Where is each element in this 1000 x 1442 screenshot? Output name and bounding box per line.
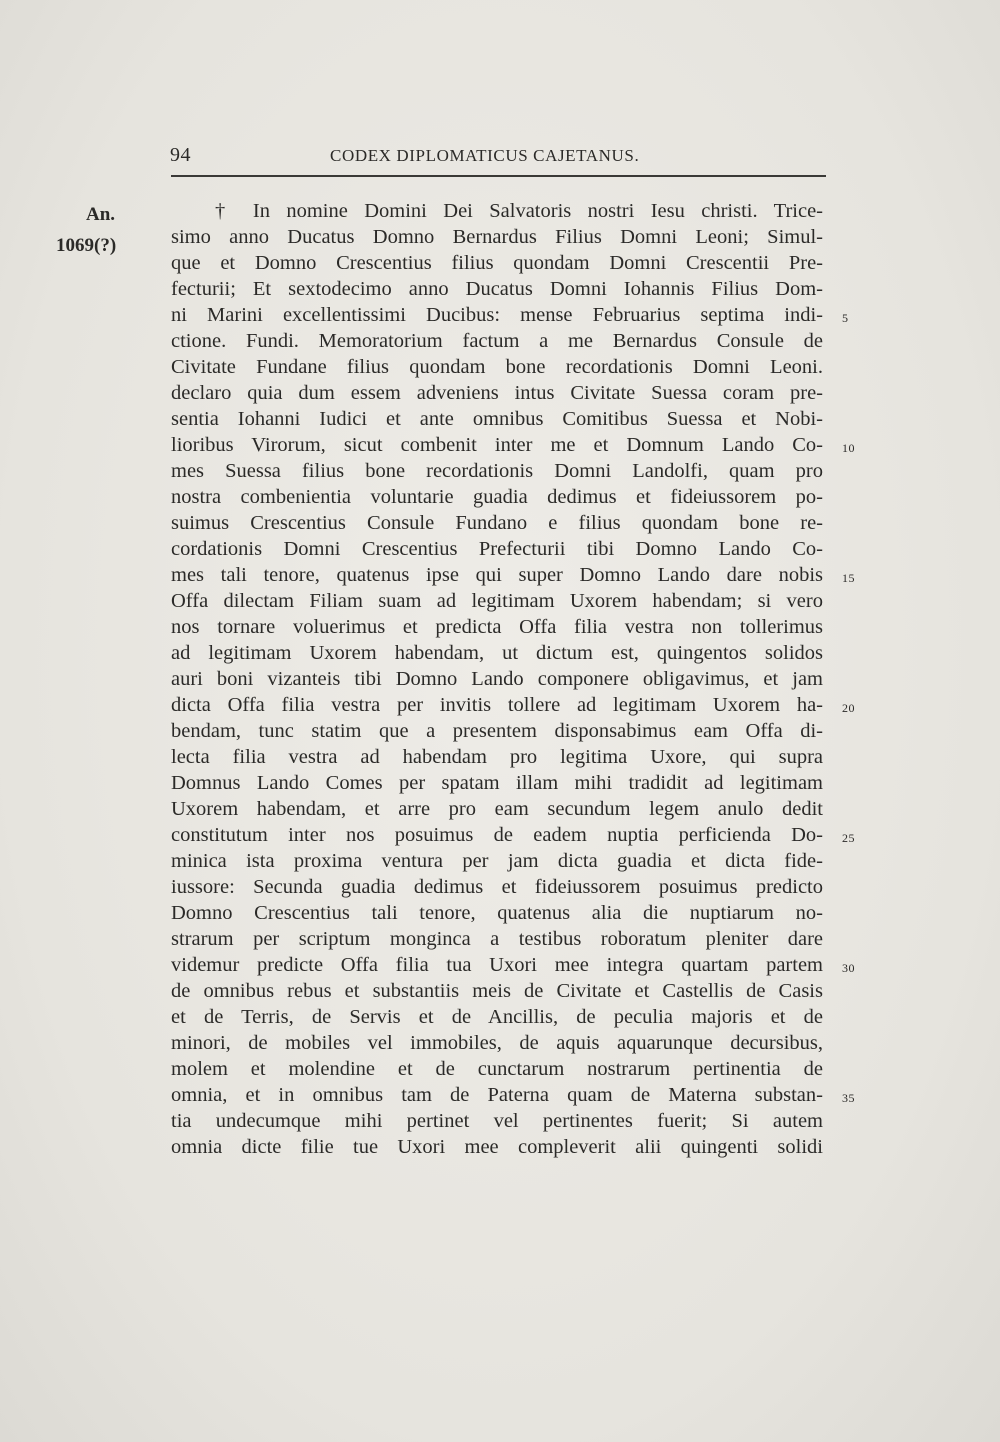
text-line: simo anno Ducatus Domno Bernardus Filius Domni Leoni; Simul- xyxy=(171,226,823,248)
text-line: suimus Crescentius Consule Fundano e filius quondam bone re- xyxy=(171,512,823,534)
line-number: 35 xyxy=(842,1091,855,1105)
text-line: Domnus Lando Comes per spatam illam mihi tradidit ad legitimam xyxy=(171,772,823,794)
margin-year: 1069(?) xyxy=(56,235,117,256)
text-line: † In nomine Domini Dei Salvatoris nostri Iesu christi. Trice- xyxy=(215,200,823,222)
line-number: 10 xyxy=(842,441,855,455)
text-line: Offa dilectam Filiam suam ad legitimam Uxorem habendam; si vero xyxy=(171,590,823,612)
text-line: tia undecumque mihi pertinet vel pertinentes fuerit; Si autem xyxy=(171,1110,823,1132)
text-line: constitutum inter nos posuimus de eadem nuptia perficienda Do- xyxy=(171,824,823,846)
text-line: sentia Iohanni Iudici et ante omnibus Comitibus Suessa et Nobi- xyxy=(171,408,823,430)
text-line: molem et molendine et de cunctarum nostrarum pertinentia de xyxy=(171,1058,823,1080)
text-line: declaro quia dum essem adveniens intus Civitate Suessa coram pre- xyxy=(171,382,823,404)
margin-date-note xyxy=(56,199,117,261)
margin-label-an: An. xyxy=(86,204,116,225)
text-line: ad legitimam Uxorem habendam, ut dictum est, quingentos solidos xyxy=(171,642,823,664)
text-line: iussore: Secunda guadia dedimus et fideiussorem posuimus predicto xyxy=(171,876,823,898)
line-number: 20 xyxy=(842,701,855,715)
text-line: lioribus Virorum, sicut combenit inter me et Domnum Lando Co- xyxy=(171,434,823,456)
text-line: nos tornare voluerimus et predicta Offa filia vestra non tollerimus xyxy=(171,616,823,638)
header-rule xyxy=(171,175,826,177)
text-line: de omnibus rebus et substantiis meis de Civitate et Castellis de Casis xyxy=(171,980,823,1002)
line-number: 15 xyxy=(842,571,855,585)
text-line: mes Suessa filius bone recordationis Domni Landolfi, quam pro xyxy=(171,460,823,482)
text-line: bendam, tunc statim que a presentem disponsabimus eam Offa di- xyxy=(171,720,823,742)
text-line: omnia dicte filie tue Uxori mee compleverit alii quingenti solidi xyxy=(171,1136,823,1158)
line-number: 25 xyxy=(842,831,855,845)
text-line: fecturii; Et sextodecimo anno Ducatus Domni Iohannis Filius Dom- xyxy=(171,278,823,300)
text-line: lecta filia vestra ad habendam pro legitima Uxore, qui supra xyxy=(171,746,823,768)
page-number: 94 xyxy=(170,144,191,166)
text-line: mes tali tenore, quatenus ipse qui super Domno Lando dare nobis xyxy=(171,564,823,586)
page-header xyxy=(170,144,825,168)
text-line: et de Terris, de Servis et de Ancillis, de peculia majoris et de xyxy=(171,1006,823,1028)
text-line: que et Domno Crescentius filius quondam Domni Crescentii Pre- xyxy=(171,252,823,274)
text-line: cordationis Domni Crescentius Prefecturii tibi Domno Lando Co- xyxy=(171,538,823,560)
text-line: dicta Offa filia vestra per invitis tollere ad legitimam Uxorem ha- xyxy=(171,694,823,716)
running-title: CODEX DIPLOMATICUS CAJETANUS. xyxy=(330,146,640,165)
text-line: videmur predicte Offa filia tua Uxori mee integra quartam partem xyxy=(171,954,823,976)
text-line: ctione. Fundi. Memoratorium factum a me Bernardus Consule de xyxy=(171,330,823,352)
line-number: 30 xyxy=(842,961,855,975)
text-line: ni Marini excellentissimi Ducibus: mense Februarius septima indi- xyxy=(171,304,823,326)
text-line: Domno Crescentius tali tenore, quatenus alia die nuptiarum no- xyxy=(171,902,823,924)
text-line: auri boni vizanteis tibi Domno Lando componere obligavimus, et jam xyxy=(171,668,823,690)
text-line: Civitate Fundane filius quondam bone recordationis Domni Leoni. xyxy=(171,356,823,378)
text-line: nostra combenientia voluntarie guadia dedimus et fideiussorem po- xyxy=(171,486,823,508)
document-body xyxy=(171,198,823,1160)
text-line: strarum per scriptum monginca a testibus roboratum pleniter dare xyxy=(171,928,823,950)
line-number: 5 xyxy=(842,311,849,325)
text-line: omnia, et in omnibus tam de Paterna quam de Materna substan- xyxy=(171,1084,823,1106)
text-line: minica ista proxima ventura per jam dicta guadia et dicta fide- xyxy=(171,850,823,872)
text-line: minori, de mobiles vel immobiles, de aquis aquarunque decursibus, xyxy=(171,1032,823,1054)
text-line: Uxorem habendam, et arre pro eam secundum legem anulo dedit xyxy=(171,798,823,820)
